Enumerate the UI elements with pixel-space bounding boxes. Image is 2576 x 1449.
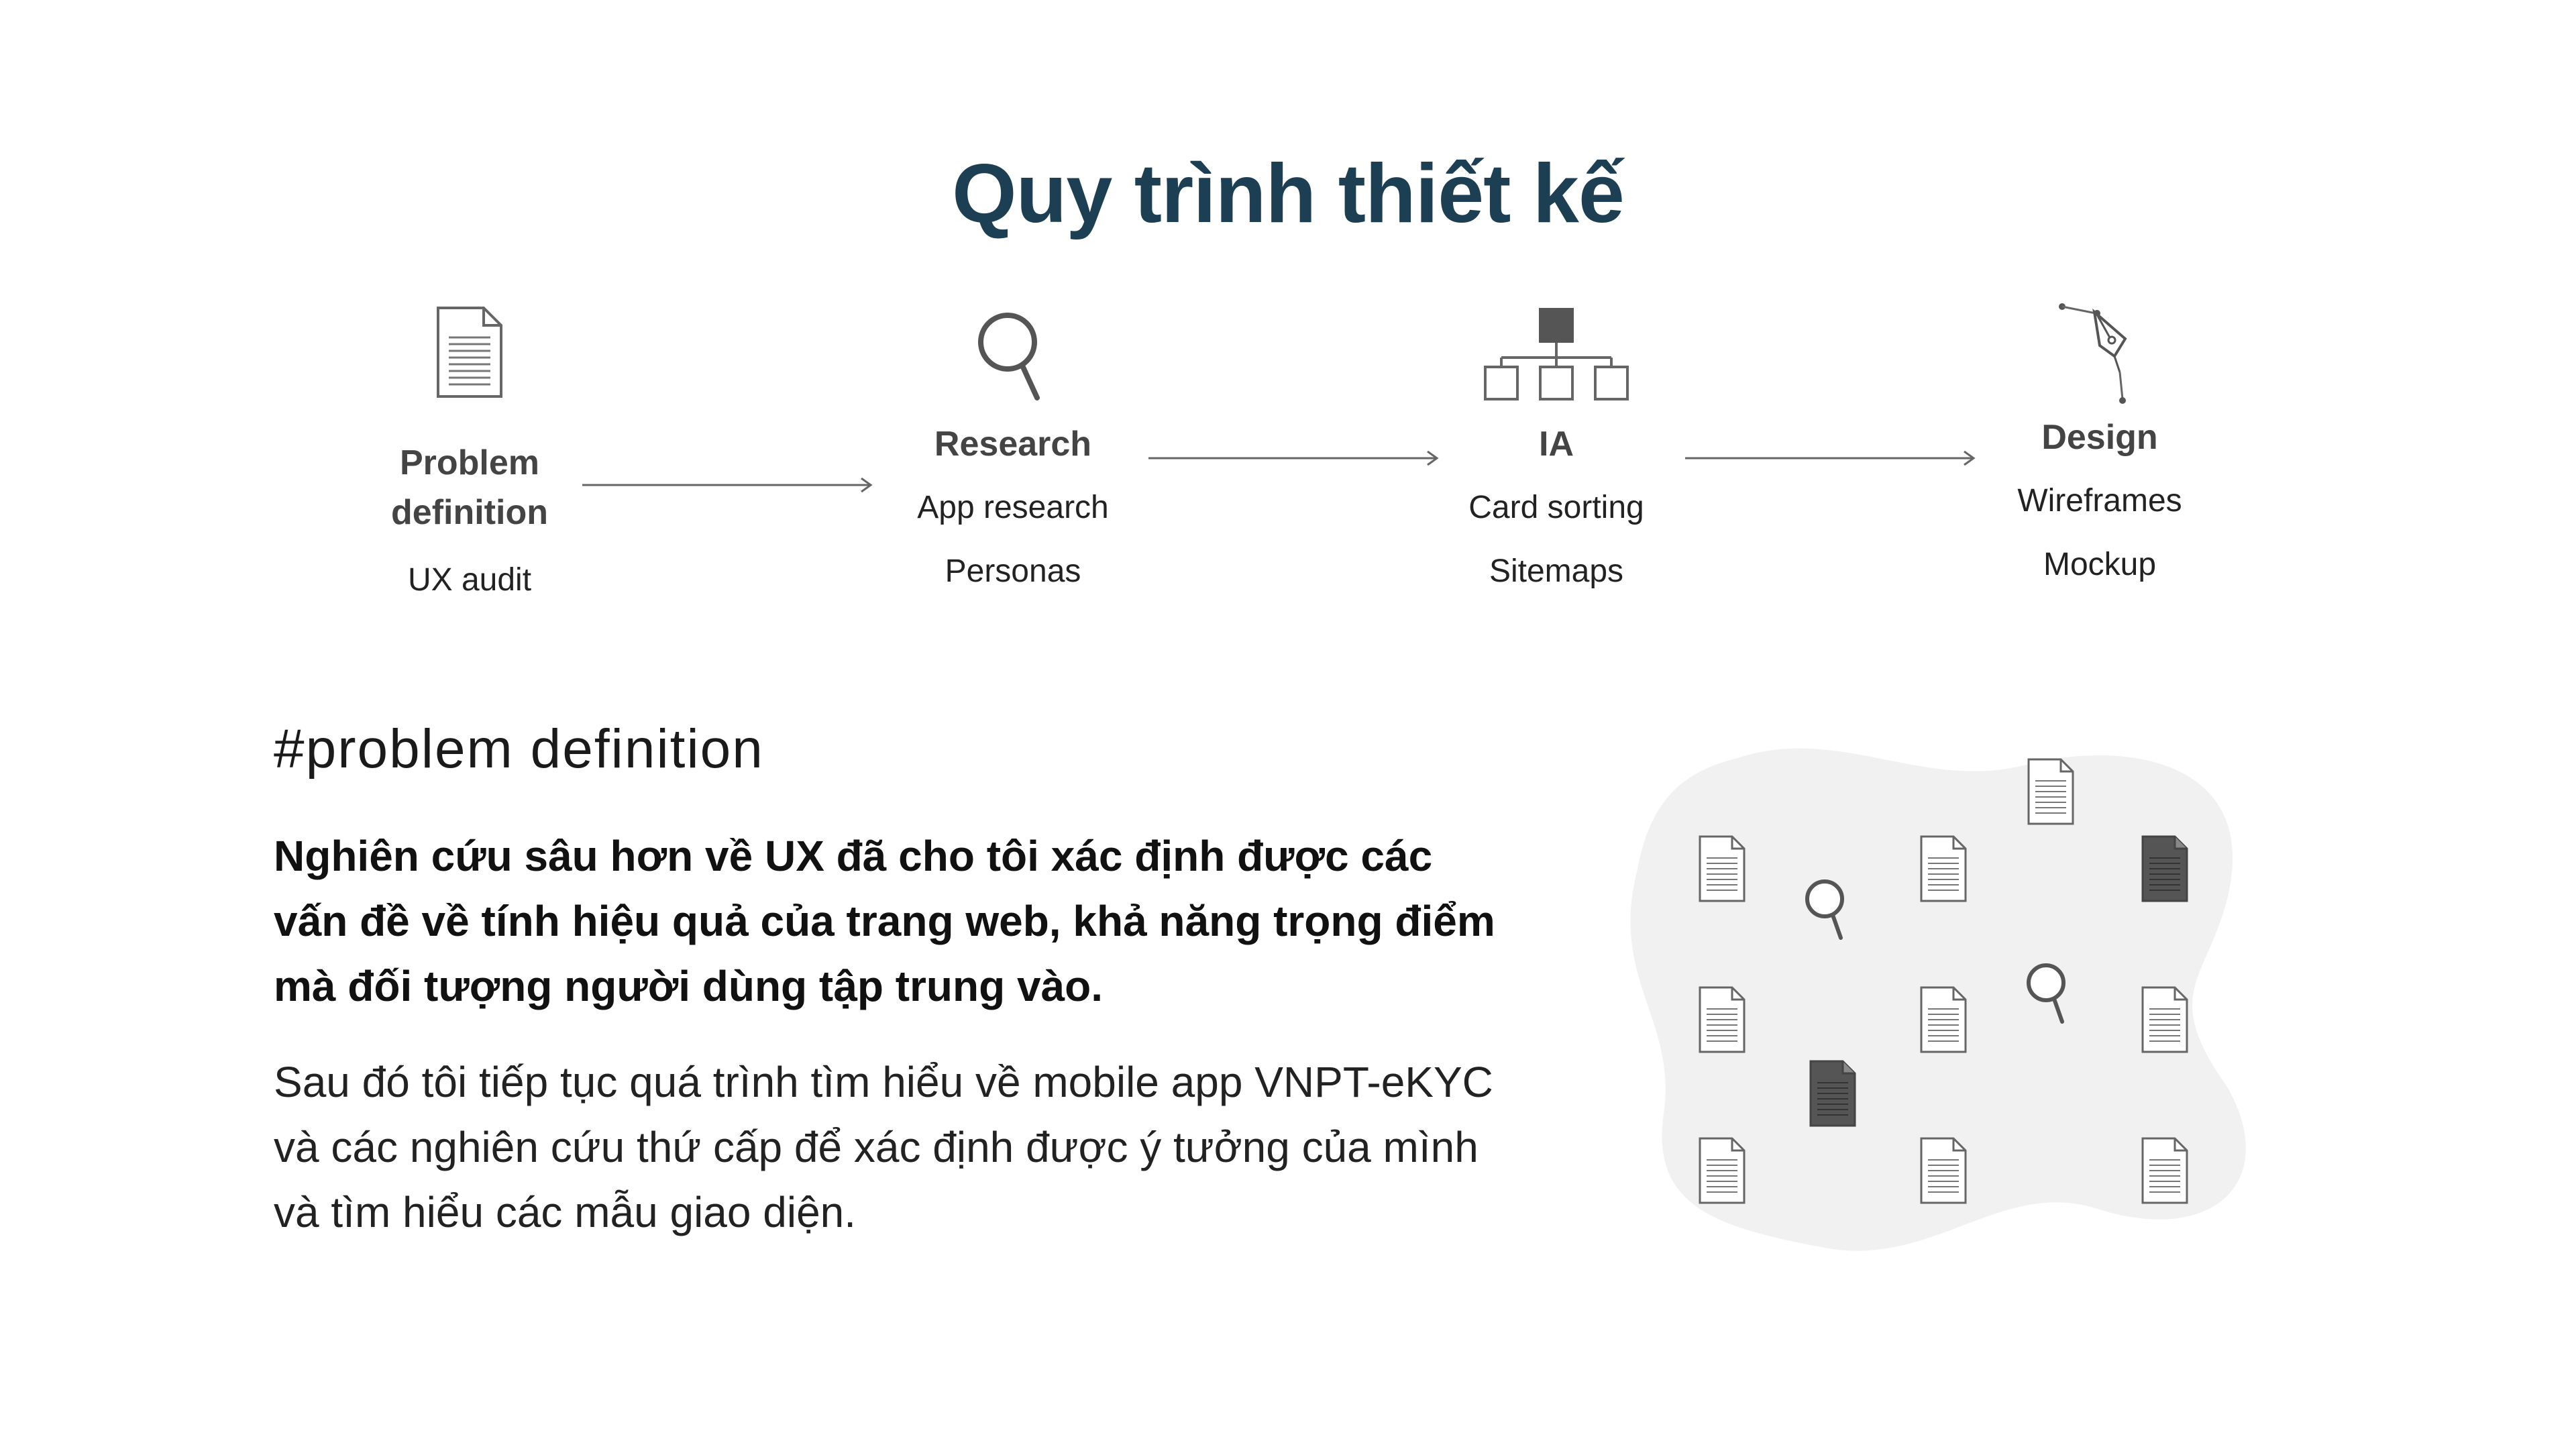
arrow-icon — [1147, 448, 1442, 468]
arrow-icon — [581, 475, 876, 495]
step-sub-item: Wireframes — [2017, 483, 2182, 519]
body-paragraph: Sau đó tôi tiếp tục quá trình tìm hiểu về mobile app VNPT-eKYC và các nghiên cứu thứ cấp để xác định được ý tưởng của mình và tìm hiểu các mẫu giao diện. — [274, 1058, 1493, 1236]
arrow-icon — [1684, 448, 1979, 468]
documents-illustration — [1623, 738, 2267, 1275]
step-label: IA — [1539, 425, 1574, 464]
step-sub-item: App research — [917, 490, 1109, 525]
step-sub-item: UX audit — [407, 562, 532, 598]
step-label: Research — [934, 425, 1092, 464]
bold-paragraph: Nghiên cứu sâu hơn về UX đã cho tôi xác định được các vấn đề về tính hiệu quả của trang web, khả năng trọng điểm mà đối tượng người dùng tập trung vào. — [274, 832, 1495, 1010]
step-problem-definition — [362, 305, 577, 598]
step-research — [899, 305, 1127, 590]
step-sub-item: Card sorting — [1468, 490, 1644, 525]
magnifier-icon — [973, 305, 1053, 406]
document-icon — [433, 305, 506, 399]
step-design — [1986, 299, 2214, 583]
sitemap-icon — [1483, 305, 1630, 406]
pen-tool-icon — [2053, 299, 2147, 406]
step-sub-item: Personas — [945, 553, 1081, 589]
section-heading: #problem definition — [274, 718, 764, 780]
step-sub-item: Mockup — [2043, 547, 2157, 582]
step-sub-item: Sitemaps — [1489, 553, 1624, 589]
page-title: Quy trình thiết kế — [952, 148, 1624, 240]
step-label: Problem definition — [391, 443, 548, 532]
step-ia — [1442, 305, 1670, 590]
step-label: Design — [2041, 418, 2158, 457]
